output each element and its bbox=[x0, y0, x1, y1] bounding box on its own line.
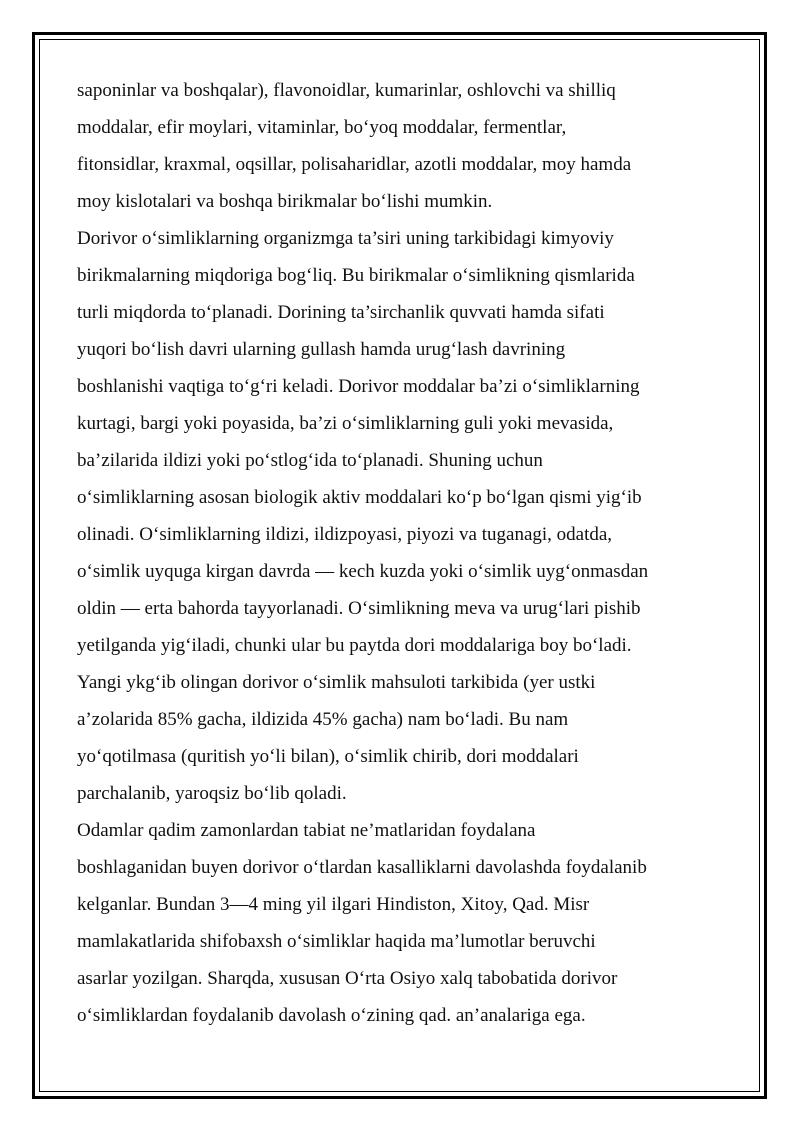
text-line: moddalar, efir moylari, vitaminlar, bo‘yoq moddalar, fermentlar, bbox=[77, 117, 567, 138]
text-line: fitonsidlar, kraxmal, oqsillar, polisaharidlar, azotli moddalar, moy hamda bbox=[77, 154, 632, 175]
text-line: parchalanib, yaroqsiz bo‘lib qoladi. bbox=[77, 783, 347, 804]
text-line: birikmalarning miqdoriga bog‘liq. Bu birikmalar o‘simlikning qismlarida bbox=[77, 265, 635, 286]
text-line: boshlaganidan buyen dorivor o‘tlardan kasalliklarni davolashda foydalanib bbox=[77, 857, 647, 878]
text-line: oldin — erta bahorda tayyorlanadi. O‘simlikning meva va urug‘lari pishib bbox=[77, 598, 641, 619]
text-line: a’zolarida 85% gacha, ildizida 45% gacha) nam bo‘ladi. Bu nam bbox=[77, 709, 569, 730]
text-line: yuqori bo‘lish davri ularning gullash hamda urug‘lash davrining bbox=[77, 339, 566, 360]
text-line: o‘simlik uyquga kirgan davrda — kech kuzda yoki o‘simlik uyg‘onmasdan bbox=[77, 561, 649, 582]
text-line: yo‘qotilmasa (quritish yo‘li bilan), o‘simlik chirib, dori moddalari bbox=[77, 746, 579, 767]
text-line: saponinlar va boshqalar), flavonoidlar, kumarinlar, oshlovchi va shilliq bbox=[77, 80, 616, 101]
text-line: ba’zilarida ildizi yoki po‘stlog‘ida to‘planadi. Shuning uchun bbox=[77, 450, 543, 471]
text-line: yetilganda yig‘iladi, chunki ular bu paytda dori moddalariga boy bo‘ladi. bbox=[77, 635, 632, 656]
text-line: o‘simliklardan foydalanib davolash o‘zining qad. an’analariga ega. bbox=[77, 1005, 586, 1026]
text-line: o‘simliklarning asosan biologik aktiv moddalari ko‘p bo‘lgan qismi yig‘ib bbox=[77, 487, 642, 508]
text-line: Dorivor o‘simliklarning organizmga ta’siri uning tarkibidagi kimyoviy bbox=[77, 228, 614, 249]
text-line: mamlakatlarida shifobaxsh o‘simliklar haqida ma’lumotlar beruvchi bbox=[77, 931, 596, 952]
text-line: kurtagi, bargi yoki poyasida, ba’zi o‘simliklarning guli yoki mevasida, bbox=[77, 413, 614, 434]
document-body bbox=[77, 72, 737, 1034]
text-line: asarlar yozilgan. Sharqda, xususan O‘rta Osiyo xalq tabobatida dorivor bbox=[77, 968, 618, 989]
text-line: boshlanishi vaqtiga to‘g‘ri keladi. Dorivor moddalar ba’zi o‘simliklarning bbox=[77, 376, 640, 397]
text-line: Odamlar qadim zamonlardan tabiat ne’matlaridan foydalana bbox=[77, 820, 536, 841]
text-line: Yangi ykg‘ib olingan dorivor o‘simlik mahsuloti tarkibida (yer ustki bbox=[77, 672, 596, 693]
text-line: kelganlar. Bundan 3—4 ming yil ilgari Hindiston, Xitoy, Qad. Misr bbox=[77, 894, 590, 915]
text-line: olinadi. O‘simliklarning ildizi, ildizpoyasi, piyozi va tuganagi, odatda, bbox=[77, 524, 613, 545]
text-line: turli miqdorda to‘planadi. Dorining ta’sirchanlik quvvati hamda sifati bbox=[77, 302, 605, 323]
text-line: moy kislotalari va boshqa birikmalar bo‘lishi mumkin. bbox=[77, 191, 493, 212]
